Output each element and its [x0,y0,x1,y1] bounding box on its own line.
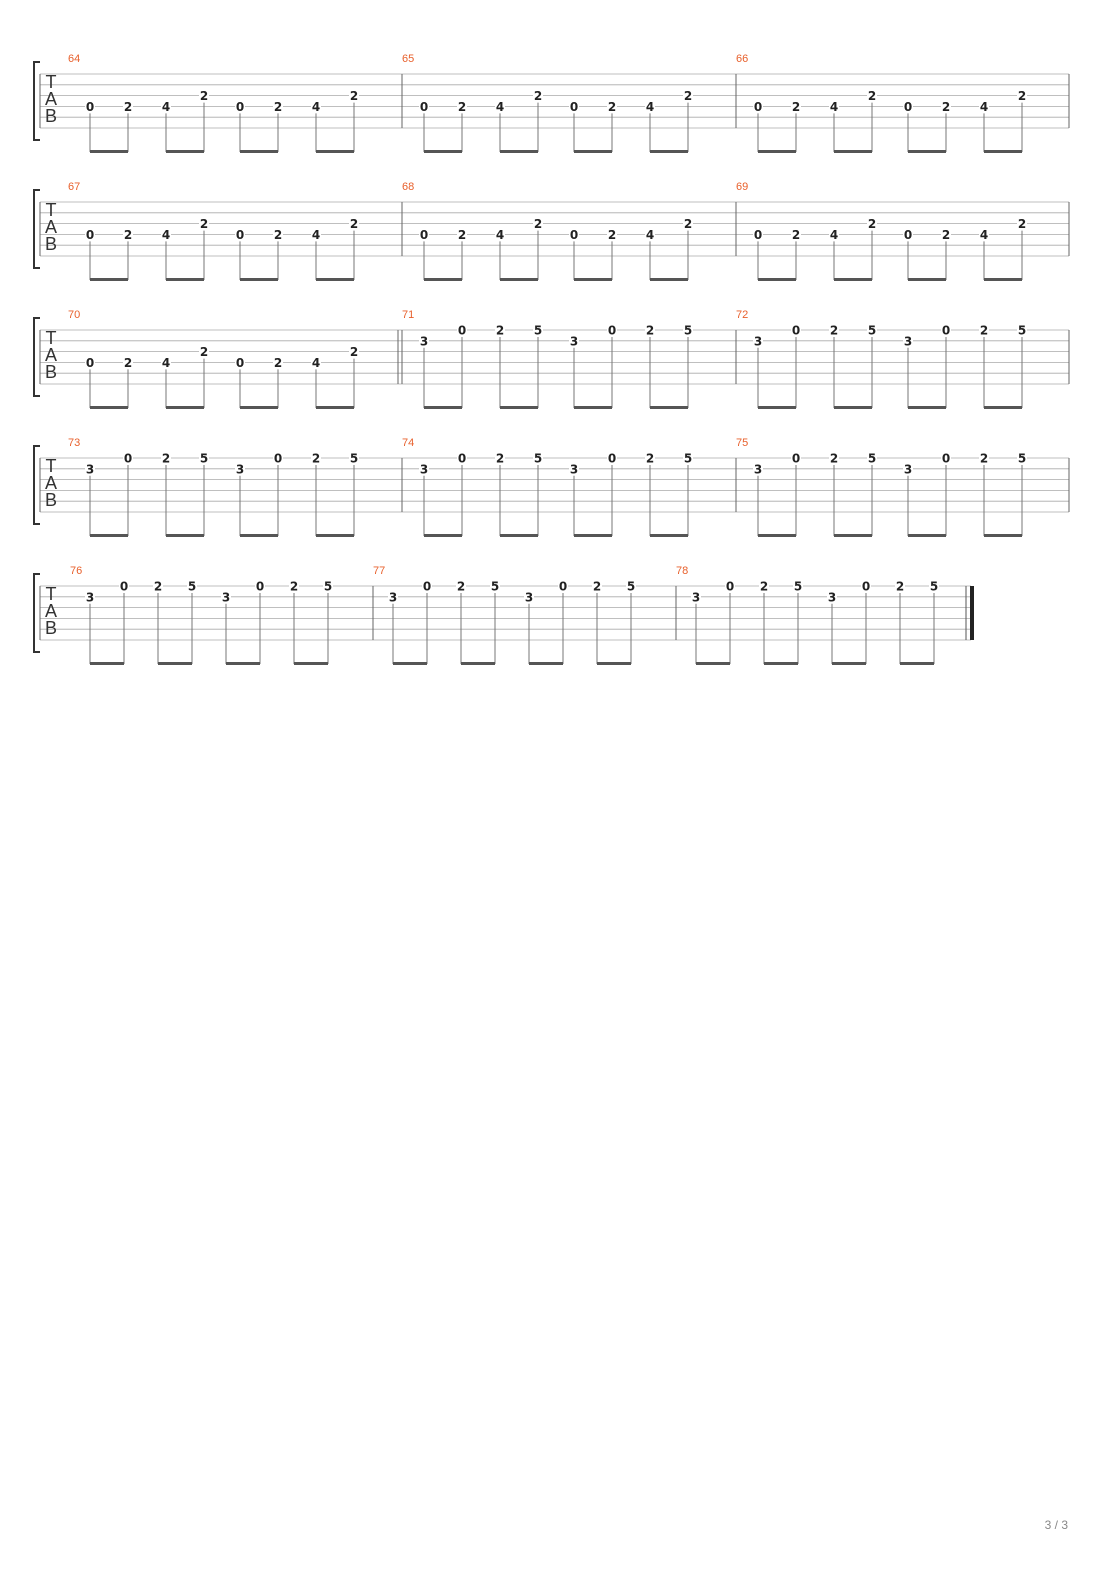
fret-number: 2 [123,99,133,114]
fret-number: 2 [607,99,617,114]
beam [166,534,204,537]
fret-number: 4 [829,99,839,114]
beam [500,406,538,409]
fret-number: 2 [273,99,283,114]
fret-number: 5 [533,451,543,466]
fret-number: 2 [607,227,617,242]
beam [529,662,563,665]
fret-number: 2 [123,355,133,370]
fret-number: 3 [903,334,913,349]
beam [166,150,204,153]
beam [90,278,128,281]
beam [984,150,1022,153]
tab-clef-letter: B [44,490,58,510]
fret-number: 2 [199,89,209,104]
fret-number: 0 [903,227,913,242]
fret-number: 5 [490,579,500,594]
fret-number: 5 [323,579,333,594]
fret-number: 2 [979,323,989,338]
fret-number: 0 [941,323,951,338]
beam [393,662,427,665]
fret-number: 3 [235,462,245,477]
fret-number: 2 [645,323,655,338]
fret-number: 4 [829,227,839,242]
fret-number: 5 [626,579,636,594]
beam [908,406,946,409]
fret-number: 5 [1017,323,1027,338]
fret-number: 0 [569,227,579,242]
beam [90,150,128,153]
fret-number: 2 [829,323,839,338]
fret-number: 5 [867,323,877,338]
page-indicator: 3 / 3 [1044,1518,1068,1532]
system-bracket [34,190,40,268]
beam [574,278,612,281]
fret-number: 3 [388,590,398,605]
tab-clef-letter: A [44,601,58,621]
beam [984,534,1022,537]
final-thick-barline [970,586,974,640]
tab-clef-letter: B [44,618,58,638]
beam [650,534,688,537]
fret-number: 0 [569,99,579,114]
measure-number: 69 [736,181,749,193]
fret-number: 0 [235,227,245,242]
measure-number: 65 [402,53,415,65]
beam [650,150,688,153]
fret-number: 3 [85,590,95,605]
fret-number: 2 [759,579,769,594]
beam [650,406,688,409]
beam [574,534,612,537]
fret-number: 0 [85,355,95,370]
fret-number: 0 [419,227,429,242]
tab-clef-letter: T [45,328,57,348]
beam [908,278,946,281]
fret-number: 2 [941,99,951,114]
measure-number: 78 [676,565,689,577]
fret-number: 5 [929,579,939,594]
fret-number: 0 [753,227,763,242]
tab-clef-letter: A [44,217,58,237]
beam [316,150,354,153]
beam [424,278,462,281]
fret-number: 5 [199,451,209,466]
fret-number: 3 [221,590,231,605]
fret-number: 3 [569,462,579,477]
fret-number: 2 [349,89,359,104]
fret-number: 0 [791,323,801,338]
fret-number: 0 [607,451,617,466]
beam [908,150,946,153]
beam [166,278,204,281]
fret-number: 0 [255,579,265,594]
beam [461,662,495,665]
beam [834,406,872,409]
fret-number: 2 [273,227,283,242]
fret-number: 2 [495,451,505,466]
fret-number: 2 [153,579,163,594]
beam [316,534,354,537]
fret-number: 0 [457,323,467,338]
fret-number: 2 [683,217,693,232]
measure-number: 72 [736,309,749,321]
fret-number: 0 [85,99,95,114]
fret-number: 2 [457,227,467,242]
fret-number: 3 [569,334,579,349]
beam [758,406,796,409]
tab-clef-letter: T [45,456,57,476]
fret-number: 0 [861,579,871,594]
beam [500,150,538,153]
fret-number: 2 [791,227,801,242]
beam [696,662,730,665]
beam [834,278,872,281]
fret-number: 5 [349,451,359,466]
fret-number: 4 [311,227,321,242]
fret-number: 2 [457,99,467,114]
fret-number: 2 [161,451,171,466]
beam [424,406,462,409]
measure-number: 77 [373,565,386,577]
fret-number: 0 [941,451,951,466]
beam [834,150,872,153]
beam [984,278,1022,281]
beam [166,406,204,409]
beam [90,406,128,409]
fret-number: 0 [123,451,133,466]
tab-clef-letter: T [45,72,57,92]
fret-number: 0 [85,227,95,242]
fret-number: 4 [979,99,989,114]
tab-clef-letter: A [44,345,58,365]
tab-clef-letter: T [45,200,57,220]
beam [316,406,354,409]
beam [574,406,612,409]
measure-number: 74 [402,437,415,449]
fret-number: 0 [273,451,283,466]
fret-number: 0 [235,355,245,370]
measure-number: 67 [68,181,81,193]
beam [758,534,796,537]
fret-number: 5 [533,323,543,338]
fret-number: 2 [829,451,839,466]
beam [834,534,872,537]
beam [758,278,796,281]
tab-clef-letter: T [45,584,57,604]
fret-number: 4 [161,99,171,114]
fret-number: 5 [683,451,693,466]
system-bracket [34,446,40,524]
fret-number: 5 [1017,451,1027,466]
tab-clef-letter: A [44,89,58,109]
fret-number: 2 [273,355,283,370]
beam [158,662,192,665]
fret-number: 2 [867,217,877,232]
beam [574,150,612,153]
fret-number: 3 [903,462,913,477]
beam [240,278,278,281]
beam [424,534,462,537]
beam [764,662,798,665]
fret-number: 2 [895,579,905,594]
fret-number: 0 [725,579,735,594]
system-bracket [34,318,40,396]
beam [90,534,128,537]
beam [90,662,124,665]
fret-number: 2 [979,451,989,466]
measure-number: 75 [736,437,749,449]
fret-number: 2 [867,89,877,104]
fret-number: 2 [289,579,299,594]
fret-number: 5 [187,579,197,594]
beam [500,278,538,281]
fret-number: 3 [753,334,763,349]
fret-number: 2 [791,99,801,114]
beam [500,534,538,537]
fret-number: 2 [533,217,543,232]
fret-number: 3 [753,462,763,477]
beam [240,406,278,409]
fret-number: 0 [457,451,467,466]
fret-number: 5 [867,451,877,466]
fret-number: 2 [645,451,655,466]
fret-number: 0 [419,99,429,114]
measure-number: 76 [70,565,83,577]
fret-number: 4 [311,355,321,370]
fret-number: 4 [645,99,655,114]
fret-number: 2 [533,89,543,104]
fret-number: 0 [558,579,568,594]
fret-number: 4 [161,227,171,242]
beam [650,278,688,281]
fret-number: 0 [607,323,617,338]
measure-number: 70 [68,309,81,321]
fret-number: 2 [199,345,209,360]
beam [226,662,260,665]
tab-clef-letter: B [44,234,58,254]
system-bracket [34,62,40,140]
fret-number: 5 [683,323,693,338]
fret-number: 4 [979,227,989,242]
beam [597,662,631,665]
measure-number: 66 [736,53,749,65]
beam [316,278,354,281]
fret-number: 4 [311,99,321,114]
fret-number: 0 [235,99,245,114]
measure-number: 73 [68,437,81,449]
fret-number: 3 [827,590,837,605]
beam [758,150,796,153]
beam [240,150,278,153]
tab-clef-letter: A [44,473,58,493]
fret-number: 3 [419,462,429,477]
fret-number: 2 [495,323,505,338]
fret-number: 2 [123,227,133,242]
system-bracket [34,574,40,652]
fret-number: 3 [85,462,95,477]
fret-number: 3 [419,334,429,349]
beam [900,662,934,665]
beam [984,406,1022,409]
fret-number: 2 [349,217,359,232]
fret-number: 2 [349,345,359,360]
beam [240,534,278,537]
measure-number: 68 [402,181,415,193]
fret-number: 4 [495,99,505,114]
fret-number: 5 [793,579,803,594]
measure-number: 64 [68,53,81,65]
beam [908,534,946,537]
fret-number: 2 [311,451,321,466]
measure-number: 71 [402,309,415,321]
fret-number: 0 [119,579,129,594]
fret-number: 2 [592,579,602,594]
fret-number: 3 [524,590,534,605]
tab-clef-letter: B [44,106,58,126]
fret-number: 0 [791,451,801,466]
fret-number: 0 [903,99,913,114]
fret-number: 4 [161,355,171,370]
fret-number: 2 [683,89,693,104]
fret-number: 2 [1017,89,1027,104]
beam [424,150,462,153]
fret-number: 0 [753,99,763,114]
fret-number: 4 [645,227,655,242]
fret-number: 2 [941,227,951,242]
fret-number: 2 [199,217,209,232]
fret-number: 4 [495,227,505,242]
beam [832,662,866,665]
fret-number: 2 [456,579,466,594]
fret-number: 2 [1017,217,1027,232]
tab-clef-letter: B [44,362,58,382]
fret-number: 3 [691,590,701,605]
beam [294,662,328,665]
fret-number: 0 [422,579,432,594]
